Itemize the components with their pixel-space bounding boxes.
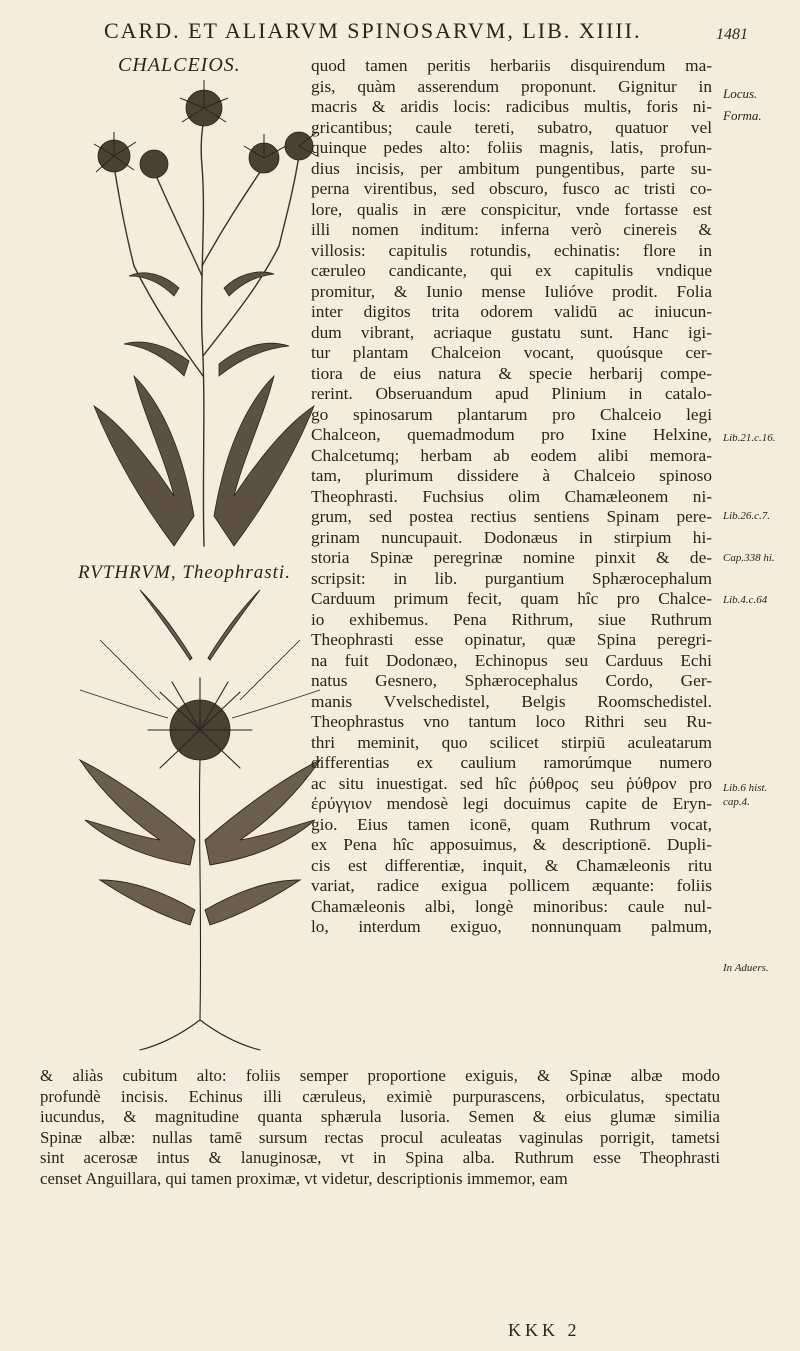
text-line: villosis: capitulis rotundis, echinatis: flore in [311, 240, 712, 260]
text-line: ac situ inuestigat. sed hîc ῥύθρος seu ῥύθρον pro [311, 773, 712, 793]
text-line: censet Anguillara, qui tamen proximæ, vt videtur, descriptionis immemor, eam [40, 1168, 568, 1188]
text-line: gricantibus; caule tereti, subatro, quatuor vel [311, 117, 712, 137]
text-line: storia Spinæ peregrinæ nomine pinxit & de- [311, 548, 712, 567]
margin-note: Locus. [723, 86, 758, 101]
text-line: Theophrasti. Fuchsius olim Chamæleonem ni- [311, 486, 712, 506]
text-line: lore, qualis in ære conspicitur, vnde fortasse est [311, 199, 712, 219]
margin-note: Lib.4.c.64 [723, 594, 768, 606]
full-width-text [40, 1066, 720, 1189]
text-line: quod tamen peritis herbariis disquirendum ma- [311, 56, 712, 75]
text-line: Chamæleonis albi, longè minoribus: caule nul- [311, 896, 712, 916]
text-line: cis est differentiæ, inquit, & Chamæleonis ritu [311, 855, 712, 875]
text-line: differentias ex caulium ramorúmque numero [311, 753, 712, 772]
text-line: ἐρύγγιον mendosè legi docuimus capite de Eryn- [311, 794, 712, 813]
text-line: Carduum primum fecit, quam hîc pro Chalce- [311, 589, 712, 608]
text-line: illi nomen inditum: inferna verò cinereis & [311, 220, 712, 239]
caption-ruthrum: RVTHRVM, Theophrasti. [78, 562, 291, 583]
text-line: grinam nuncupauit. Dodonæus in stirpium hi- [311, 527, 712, 547]
text-line: Spinæ albæ: nullas tamē sursum rectas procul aculeatas vaginulas porrigit, tametsi [40, 1127, 720, 1147]
text-line: scripsit: in lib. purgantium Sphærocephalum [311, 568, 712, 588]
text-line: perna virentibus, sed obscuro, fusco ac tristi co- [311, 179, 712, 198]
text-line: quinque pedes alto: foliis magnis, latis, profun- [311, 138, 712, 157]
margin-note: Forma. [723, 108, 762, 123]
text-line: dum vibrant, acriaque gustatu sunt. Hanc igi- [311, 322, 712, 342]
text-line: variat, radice exigua pollicem æquante: foliis [311, 876, 712, 895]
text-line: macris & aridis locis: radicibus multis, foris ni- [311, 97, 712, 116]
margin-note: Cap.338 hi. [723, 552, 775, 564]
text-line: gis, quàm asserendum proponunt. Gignitur in [311, 76, 712, 96]
margin-note: Lib.21.c.16. [723, 432, 776, 444]
text-line: cæruleo candicante, qui ex capitulis vndique [311, 261, 712, 280]
text-line: promitur, & Iunio mense Iulióve prodit. Folia [311, 281, 712, 301]
text-line: inter digitos trita odorem validū ac iniucun- [311, 302, 712, 321]
text-line: lo, interdum exiguo, nonnunquam palmum, [311, 917, 712, 936]
text-line: grum, sed postea rectius sentiens Spinam pere- [311, 507, 712, 526]
ruthrum-woodcut-illustration [60, 580, 340, 1060]
text-line: gio. Eius tamen iconē, quam Ruthrum vocat, [311, 814, 712, 834]
signature-mark: KKK 2 [508, 1320, 581, 1340]
text-line: go spinosarum plantarum pro Chalceio legi [311, 404, 712, 424]
text-line: Chalcetumq; herbam ab eodem alibi memora- [311, 445, 712, 465]
text-line: & aliàs cubitum alto: foliis semper proportione exiguis, & Spinæ albæ modo [40, 1066, 720, 1085]
text-line: io exhibemus. Pena Rithrum, siue Ruthrum [311, 609, 712, 629]
caption-chalceios: CHALCEIOS. [118, 54, 241, 76]
column-text [311, 56, 712, 938]
text-line: Theophrasti esse opinatur, quæ Spina peregri- [311, 630, 712, 649]
text-line: ex Pena hîc apposuimus, & descriptionē. Dupli- [311, 835, 712, 854]
running-head: CARD. ET ALIARVM SPINOSARVM, LIB. XIIII. [104, 18, 642, 43]
text-line: Chalceon, quemadmodum pro Ixine Helxine, [311, 425, 712, 444]
margin-note: Lib.6 hist. [723, 782, 768, 794]
text-line: tiora de eius natura & specie herbarij compe- [311, 363, 712, 383]
margin-note: Lib.26.c.7. [723, 510, 771, 522]
text-line: iucundus, & magnitudine quanta sphærula lusoria. Semen & eius glumæ similia [40, 1107, 720, 1126]
text-line: profundè incisis. Echinus illi cæruleus, eximiè purpurascens, orbiculatus, spectatu [40, 1086, 720, 1106]
text-line: na fuit Dodonæo, Echinopus seu Carduus Echi [311, 650, 712, 670]
text-line: dius incisis, per ambitum pungentibus, parte su- [311, 158, 712, 178]
text-line: rerint. Obseruandum apud Plinium in catalo- [311, 384, 712, 403]
text-line: tam, plurimum dissidere à Chalceio spinoso [311, 466, 712, 485]
chalceios-woodcut-illustration [74, 76, 334, 556]
text-line: thri meminit, quo scilicet stirpiū aculeatarum [311, 732, 712, 752]
text-line: Theophrastus vno tantum loco Rithri seu Ru- [311, 712, 712, 731]
page-number: 1481 [716, 26, 748, 43]
text-line: manis Vvelschedistel, Belgis Roomschedistel. [311, 691, 712, 711]
text-line: tur plantam Chalceion vocant, quoúsque cer- [311, 343, 712, 362]
margin-note: In Aduers. [723, 962, 769, 974]
text-line: sint acerosæ intus & lanuginosæ, vt in Spina alba. Ruthrum esse Theophrasti [40, 1148, 720, 1167]
text-line: natus Gesnero, Sphærocephalus Cordo, Ger- [311, 671, 712, 690]
margin-note: cap.4. [723, 796, 750, 808]
